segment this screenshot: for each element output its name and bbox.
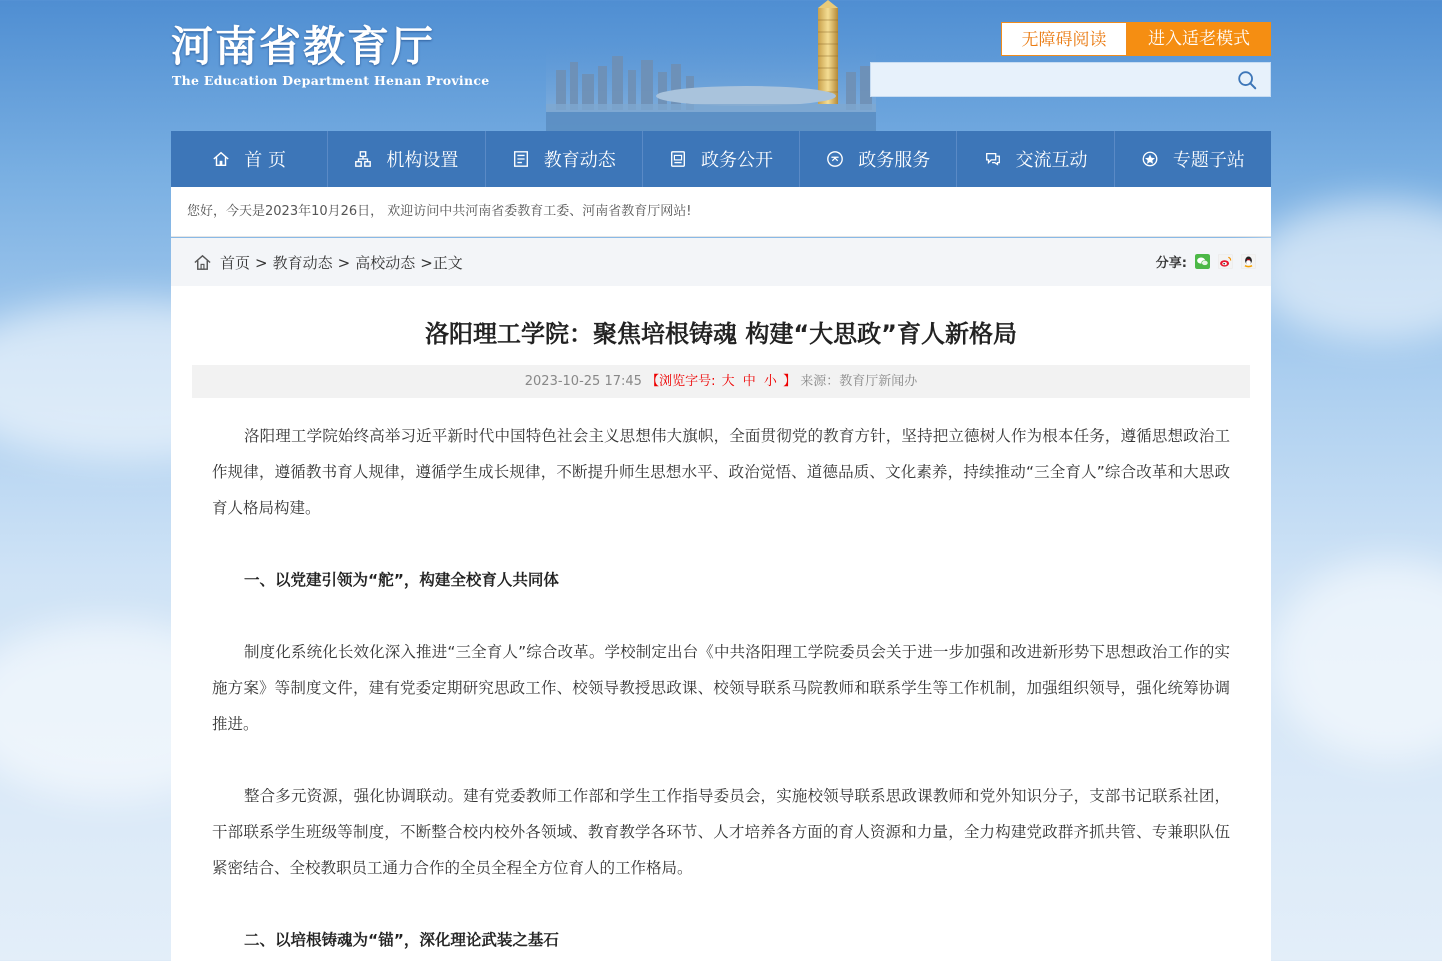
topic-icon	[1141, 150, 1159, 168]
article-body	[212, 418, 1230, 958]
breadcrumb	[193, 252, 463, 273]
nav-item-interaction[interactable]	[957, 131, 1114, 187]
breadcrumb-separator: >	[255, 253, 268, 272]
article-paragraph: 整合多元资源，强化协调联动。建有党委教师工作部和学生工作指导委员会，实施校领导联系思政课教师和党外知识分子，支部书记联系社团，干部联系学生班级等制度，不断整合校内校外各领域、教育教学各环节、人才培养各方面的育人资源和力量，全力构建党政群齐抓共管、专兼职队伍紧密结合、全校教职员工通力合作的全员全程全方位育人的工作格局。	[212, 787, 1230, 877]
breadcrumb-separator: >	[420, 253, 433, 272]
font-size-label: 【浏览字号:	[646, 374, 716, 389]
org-chart-icon	[354, 150, 372, 168]
breadcrumb-education-news-link[interactable]: 教育动态	[272, 254, 333, 272]
breadcrumb-current: 正文	[432, 254, 463, 272]
nav-item-education-news[interactable]	[486, 131, 643, 187]
document-icon	[669, 150, 687, 168]
site-logo-title[interactable]: 河南省教育厅	[171, 22, 436, 71]
nav-item-home[interactable]	[171, 131, 328, 187]
cloud-decoration	[1270, 560, 1442, 760]
nav-item-topics[interactable]	[1115, 131, 1271, 187]
search-box	[870, 62, 1271, 97]
breadcrumb-separator: >	[337, 253, 351, 272]
gov-service-icon	[826, 150, 844, 168]
font-size-label-close: 】	[783, 374, 797, 389]
nav-item-organization[interactable]	[328, 131, 485, 187]
breadcrumb-bar	[171, 238, 1271, 286]
wechat-share-icon[interactable]	[1195, 254, 1210, 269]
nav-item-label: 教育动态	[543, 150, 616, 171]
breadcrumb-home-link[interactable]: 首页	[220, 254, 251, 272]
article-section-heading: 二、以培根铸魂为“锚”，深化理论武装之基石	[244, 931, 559, 949]
article-title: 洛阳理工学院：聚焦培根铸魂 构建“大思政”育人新格局	[425, 320, 1017, 348]
chat-icon	[984, 150, 1002, 168]
article-source: 来源：教育厅新闻办	[800, 374, 918, 389]
home-icon	[193, 253, 212, 272]
nav-item-label: 交流互动	[1015, 150, 1088, 171]
nav-item-label: 首 页	[244, 150, 286, 171]
share-label: 分享:	[1155, 256, 1187, 271]
accessible-reading-button[interactable]: 无障碍阅读	[1001, 22, 1127, 56]
nav-item-gov-affairs-open[interactable]	[643, 131, 800, 187]
nav-item-label: 政务服务	[858, 150, 931, 171]
news-list-icon	[512, 150, 530, 168]
article-meta	[192, 365, 1250, 398]
city-skyline-illustration	[546, 0, 876, 131]
weibo-share-icon[interactable]	[1218, 254, 1233, 269]
search-icon[interactable]	[1236, 69, 1258, 91]
welcome-message: 您好，今天是2023年10月26日， 欢迎访问中共河南省委教育工委、河南省教育厅网站!	[171, 187, 1271, 237]
article-date: 2023-10-25 17:45	[524, 374, 642, 389]
site-header	[171, 0, 1271, 131]
main-nav	[171, 131, 1271, 187]
font-size-large-button[interactable]: 大	[721, 374, 735, 389]
search-input[interactable]	[871, 63, 1231, 96]
elder-mode-button[interactable]: 进入适老模式	[1127, 22, 1271, 56]
article-container	[171, 286, 1271, 961]
cloud-decoration	[1250, 200, 1442, 340]
article-paragraph: 洛阳理工学院始终高举习近平新时代中国特色社会主义思想伟大旗帜，全面贯彻党的教育方针，坚持把立德树人作为根本任务，遵循思想政治工作规律，遵循教书育人规律，遵循学生成长规律，不断提升师生思想水平、政治觉悟、道德品质、文化素养，持续推动“三全育人”综合改革和大思政育人格局构建。	[212, 427, 1230, 517]
nav-item-label: 专题子站	[1172, 150, 1245, 171]
site-logo-subtitle: The Education Department Henan Province	[172, 73, 490, 88]
article-paragraph: 制度化系统化长效化深入推进“三全育人”综合改革。学校制定出台《中共洛阳理工学院委员会关于进一步加强和改进新形势下思想政治工作的实施方案》等制度文件，建有党委定期研究思政工作、校领导教授思政课、校领导联系马院教师和联系学生等工作机制，加强组织领导，强化统筹协调推进。	[212, 643, 1230, 733]
nav-item-gov-service[interactable]	[800, 131, 957, 187]
breadcrumb-university-news-link[interactable]: 高校动态	[355, 254, 416, 272]
qq-share-icon[interactable]	[1241, 254, 1256, 269]
nav-item-label: 机构设置	[386, 150, 459, 171]
article-section-heading: 一、以党建引领为“舵”，构建全校育人共同体	[244, 571, 559, 589]
font-size-medium-button[interactable]: 中	[742, 374, 756, 389]
font-size-small-button[interactable]: 小	[763, 374, 777, 389]
share-bar	[1156, 252, 1256, 271]
nav-item-label: 政务公开	[700, 150, 773, 171]
home-icon	[212, 150, 230, 168]
